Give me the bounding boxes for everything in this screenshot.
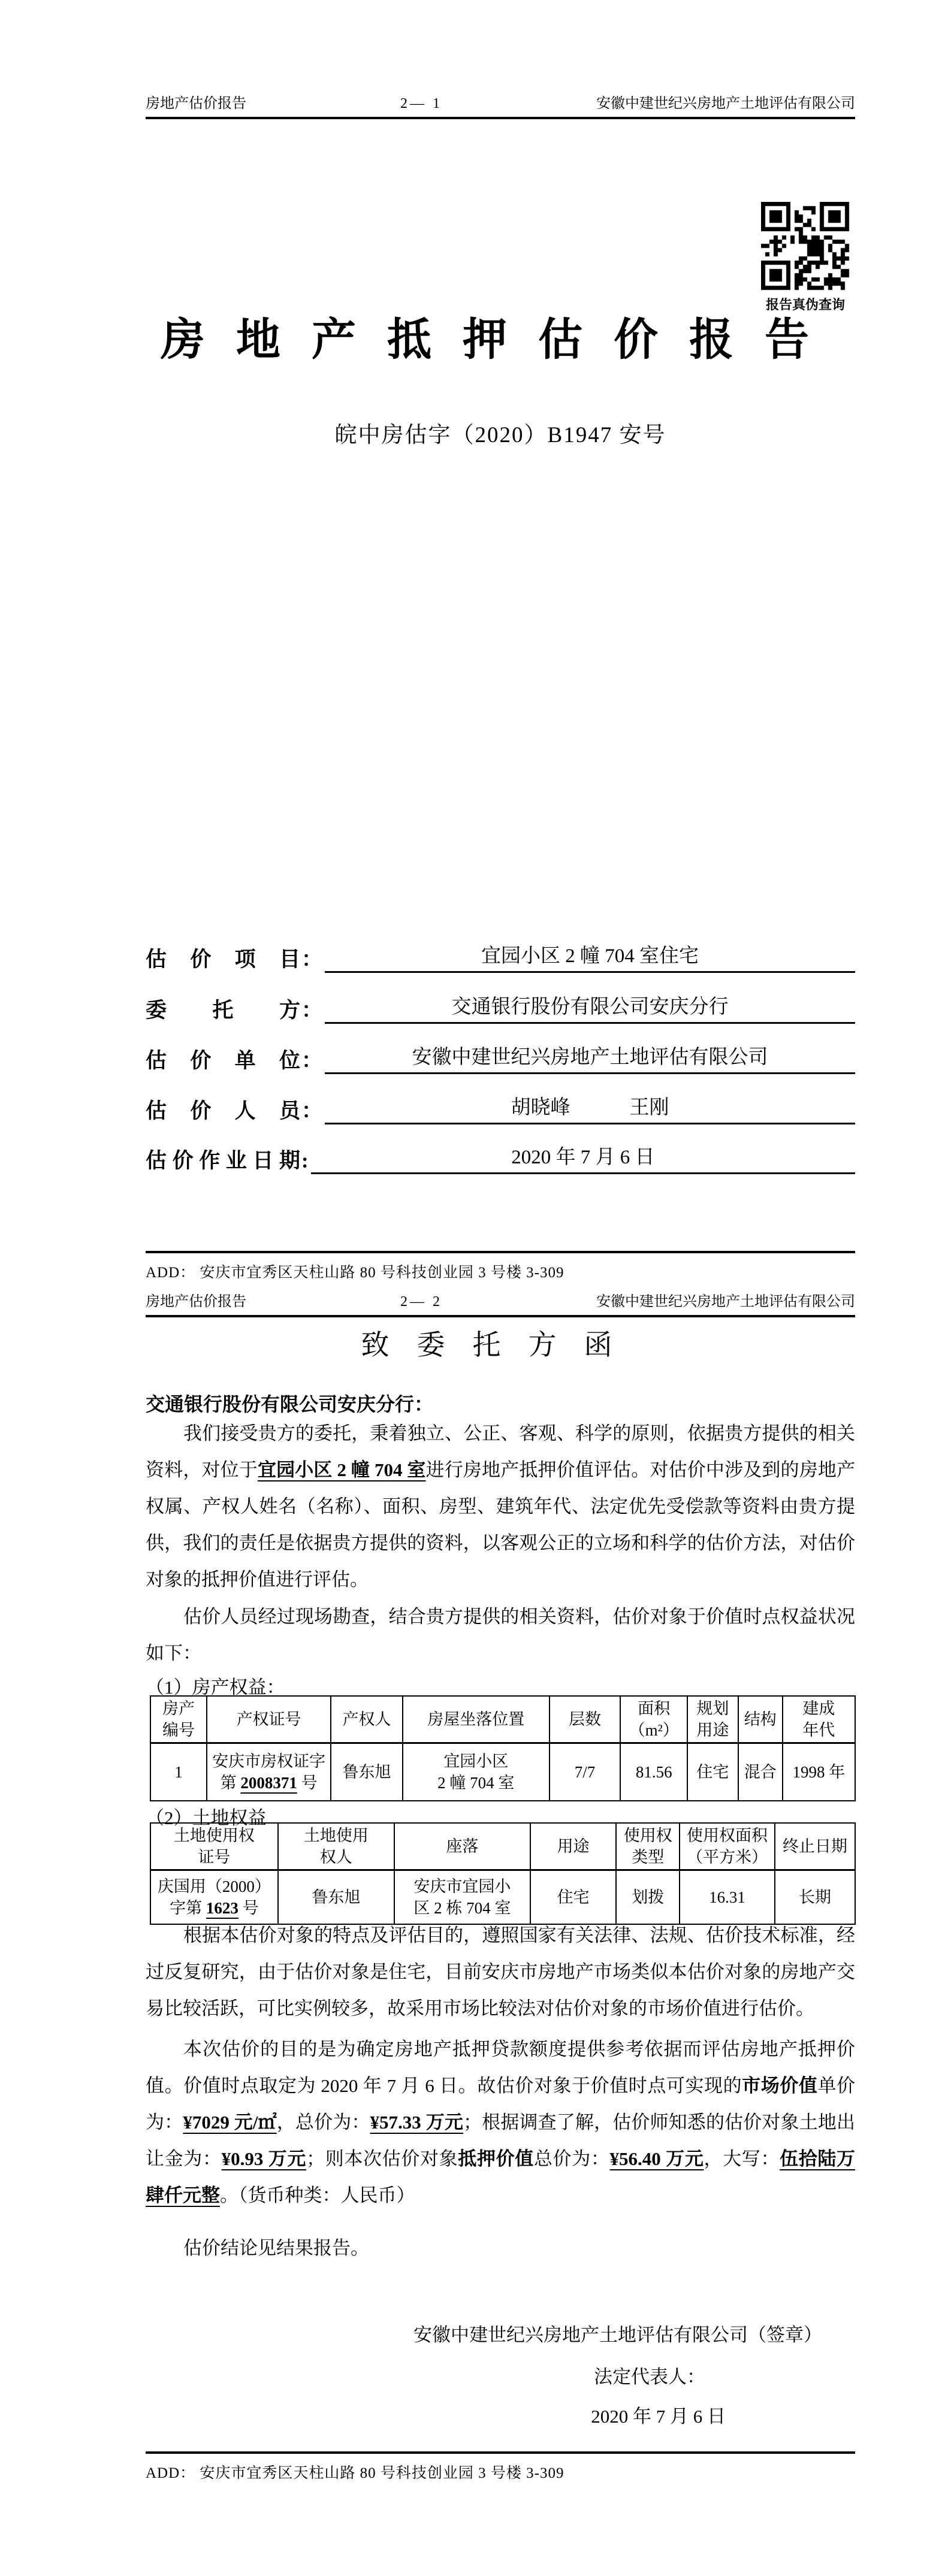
house-rights-heading: （1）房产权益：: [146, 1677, 285, 1698]
field-project: [146, 938, 855, 973]
page1-header-page-number: 2— 1: [400, 96, 442, 111]
field-project-colon: ：: [301, 948, 323, 972]
page2-footer-divider: [146, 2451, 855, 2454]
house-td-structure: 混合: [738, 1743, 783, 1801]
qr-caption: 报告真伪查询: [765, 297, 845, 312]
field-agency-label: 估价单位: [146, 1049, 300, 1073]
qr-code: [761, 202, 850, 291]
report-number: 皖中房估字（2020）B1947 安号: [334, 423, 666, 448]
house-table-data-row: [150, 1743, 855, 1801]
house-td-floors: 7/7: [550, 1743, 621, 1801]
field-agency-value: 安徽中建世纪兴房地产土地评估有限公司: [325, 1043, 855, 1075]
field-agency-colon: ：: [301, 1049, 323, 1073]
land-table-data-row: [150, 1870, 855, 1924]
signature-date: 2020 年 7 月 6 日: [591, 2406, 726, 2427]
house-td-area: 81.56: [620, 1743, 687, 1801]
letter-paragraph-4: 本次估价的目的是为确定房地产抵押贷款额度提供参考依据而评估房地产抵押价值。价值时点取定为 2020 年 7 月 6 日。故估价对象于价值时点可实现的市场价值单价为：¥7029 元/㎡，总价为：¥57.33 万元；根据调查了解，估价师知悉的估价对象土地出让金为：¥0.93 万元；则本次估价对象抵押价值总价为：¥56.40 万元，大写：伍拾陆万肆仟元整。（货币种类：人民币）: [146, 2039, 856, 2206]
field-project-value: 宜园小区 2 幢 704 室住宅: [325, 942, 855, 973]
field-appraisers-colon: ：: [301, 1099, 323, 1123]
field-date-colon: :: [301, 1149, 309, 1173]
letter-paragraph-2: 估价人员经过现场勘查，结合贵方提供的相关资料，估价对象于价值时点权益状况如下：: [146, 1606, 855, 1664]
house-table-header-row: [150, 1696, 855, 1743]
house-th-number: 房产 编号: [150, 1696, 207, 1743]
signature-legal-rep: 法定代表人：: [594, 2366, 705, 2387]
house-th-area: 面积 （m²）: [620, 1696, 687, 1743]
field-date-label: 估价作业日期: [146, 1149, 300, 1173]
house-th-year: 建成 年代: [783, 1696, 855, 1743]
field-client-value: 交通银行股份有限公司安庆分行: [325, 993, 855, 1024]
land-td-location: 安庆市宜园小 区 2 栋 704 室: [394, 1870, 530, 1924]
field-date: [146, 1139, 855, 1174]
page1-header: [146, 91, 855, 119]
signature-company: 安徽中建世纪兴房地产土地评估有限公司（签章）: [413, 2324, 822, 2345]
house-td-location: 宜园小区 2 幢 704 室: [403, 1743, 550, 1801]
land-table-header-row: [150, 1823, 855, 1870]
page1-footer-divider: [146, 1251, 855, 1253]
house-td-cert: 安庆市房权证字 第 2008371 号: [207, 1743, 331, 1801]
letter-paragraph-3: 根据本估价对象的特点及评估目的，遵照国家有关法律、法规、估价技术标准，经过反复研究，由于估价对象是住宅，目前安庆市房地产市场类似本估价对象的房地产交易比较活跃，可比实例较多，故采用市场比较法对估价对象的市场价值进行估价。: [146, 1925, 855, 2019]
land-td-use: 住宅: [530, 1870, 616, 1924]
land-td-right-type: 划拨: [616, 1870, 680, 1924]
land-td-area: 16.31: [680, 1870, 775, 1924]
field-project-label: 估价项目: [146, 948, 300, 972]
page1-footer-address: ADD： 安庆市宜秀区天柱山路 80 号科技创业园 3 号楼 3-309: [146, 1265, 564, 1281]
field-appraisers-value: 胡晓峰 王刚: [325, 1093, 855, 1125]
house-th-structure: 结构: [738, 1696, 783, 1743]
house-th-cert: 产权证号: [207, 1696, 331, 1743]
page1-header-company: 安徽中建世纪兴房地产土地评估有限公司: [596, 96, 855, 111]
house-td-use: 住宅: [687, 1743, 738, 1801]
land-th-cert: 土地使用权 证号: [150, 1823, 278, 1870]
house-th-location: 房屋坐落位置: [403, 1696, 550, 1743]
page2-header-company: 安徽中建世纪兴房地产土地评估有限公司: [596, 1294, 855, 1310]
field-date-value: 2020 年 7 月 6 日: [311, 1143, 855, 1175]
house-th-floors: 层数: [550, 1696, 621, 1743]
house-td-number: 1: [150, 1743, 207, 1801]
field-client: [146, 989, 855, 1024]
report-title: 房地产抵押估价报告: [161, 316, 840, 365]
field-appraisers: [146, 1090, 855, 1124]
land-th-location: 座落: [394, 1823, 530, 1870]
letter-salutation: 交通银行股份有限公司安庆分行：: [146, 1393, 434, 1415]
house-td-year: 1998 年: [783, 1743, 855, 1801]
land-th-right-type: 使用权 类型: [616, 1823, 680, 1870]
land-rights-table: [150, 1822, 856, 1925]
letter-paragraph-1: 我们接受贵方的委托，秉着独立、公正、客观、科学的原则，依据贵方提供的相关资料，对位于宜园小区 2 幢 704 室进行房地产抵押价值评估。对估价中涉及到的房地产权属、产权人姓名（名称）、面积、房型、建筑年代、法定优先受偿款等资料由贵方提供，我们的责任是依据贵方提供的资料，以客观公正的立场和科学的估价方法，对估价对象的抵押价值进行评估。: [146, 1423, 856, 1590]
field-agency: [146, 1039, 855, 1074]
page1-header-left: 房地产估价报告: [146, 96, 246, 111]
field-client-colon: ：: [301, 999, 323, 1023]
house-th-use: 规划 用途: [687, 1696, 738, 1743]
land-th-area: 使用权面积 （平方米）: [680, 1823, 775, 1870]
page2-header-page-number: 2— 2: [400, 1294, 442, 1310]
land-td-cert: 庆国用（2000） 字第 1623 号: [150, 1870, 278, 1924]
page2-header: [146, 1289, 855, 1317]
land-td-end-date: 长期: [775, 1870, 855, 1924]
house-th-owner: 产权人: [331, 1696, 403, 1743]
field-appraisers-label: 估价人员: [146, 1099, 300, 1123]
land-th-use: 用途: [530, 1823, 616, 1870]
page2-footer-address: ADD： 安庆市宜秀区天柱山路 80 号科技创业园 3 号楼 3-309: [146, 2465, 564, 2481]
land-th-end-date: 终止日期: [775, 1823, 855, 1870]
land-rights-heading: （2）土地权益: [146, 1807, 267, 1828]
house-rights-table: [150, 1695, 856, 1801]
cover-fields: [146, 938, 855, 1174]
field-client-label: 委托方: [146, 999, 300, 1023]
letter-title: 致委托方函: [361, 1330, 640, 1361]
land-td-owner: 鲁东旭: [278, 1870, 394, 1924]
letter-paragraph-5: 估价结论见结果报告。: [183, 2238, 369, 2258]
land-th-owner: 土地使用 权人: [278, 1823, 394, 1870]
house-td-owner: 鲁东旭: [331, 1743, 403, 1801]
page2-header-left: 房地产估价报告: [146, 1294, 246, 1310]
